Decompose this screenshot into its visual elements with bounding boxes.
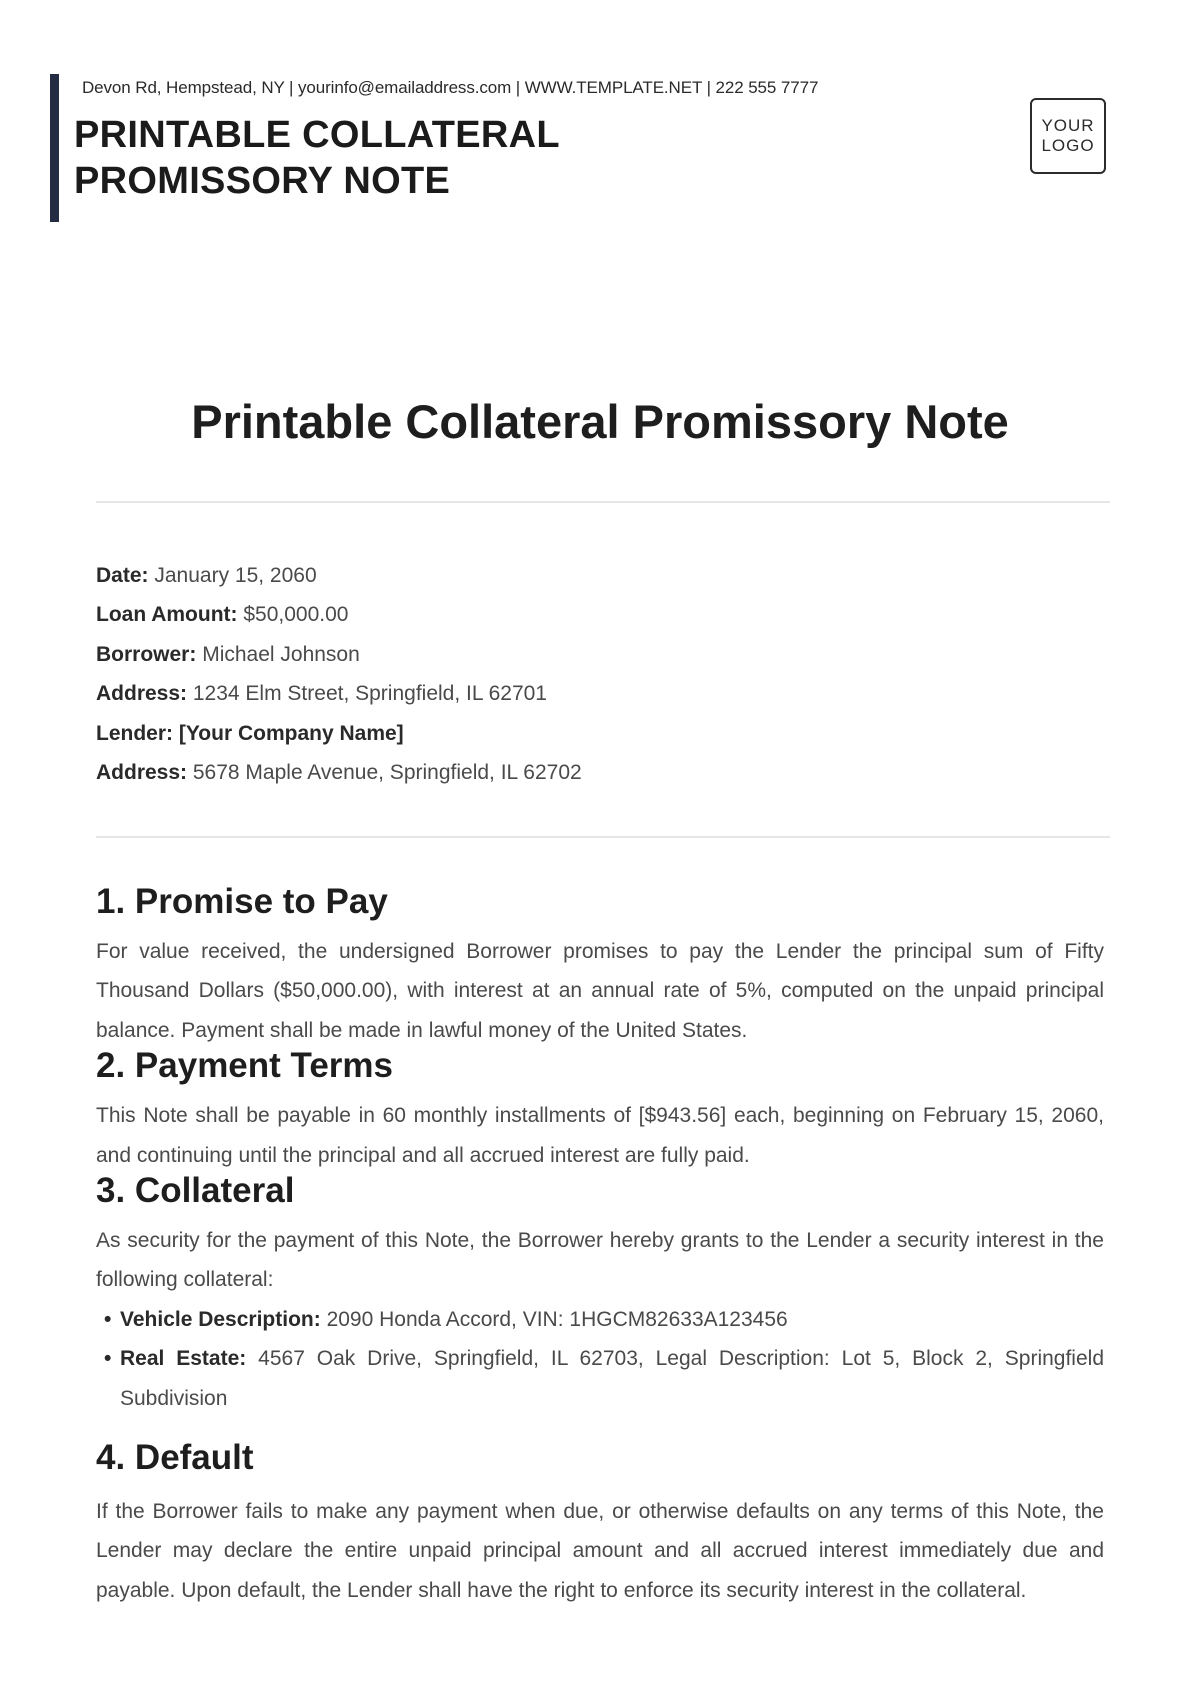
note-details <box>96 556 1110 792</box>
list-item <box>96 1300 1104 1339</box>
divider-top <box>96 501 1110 503</box>
vehicle-label: Vehicle Description: <box>120 1307 321 1331</box>
letterhead <box>50 74 1110 222</box>
logo-text-line1: YOUR <box>1041 116 1095 135</box>
borrower-address-value: 1234 Elm Street, Springfield, IL 62701 <box>192 682 547 706</box>
section-collateral-text: As security for the payment of this Note, the Borrower hereby grants to the Lender a security interest in the following collateral: <box>96 1229 1104 1292</box>
borrower-value: Michael Johnson <box>202 642 360 666</box>
accent-bar <box>50 74 59 222</box>
loan-amount-label: Loan Amount: <box>96 603 238 627</box>
lender-field <box>96 714 1110 753</box>
date-label: Date: <box>96 564 149 587</box>
real-estate-label: Real Estate: <box>120 1347 247 1371</box>
section-collateral-heading: 3. Collateral <box>96 1171 295 1211</box>
borrower-field <box>96 635 1110 674</box>
note-sections <box>96 880 1104 1610</box>
lender-address-field <box>96 753 1110 792</box>
bullet-marker: • <box>104 1307 112 1331</box>
section-payment-terms-heading: 2. Payment Terms <box>96 1046 393 1086</box>
section-promise-to-pay-text: For value received, the undersigned Borrower promises to pay the Lender the principal sum of Fifty Thousand Dollars ($50,000.00), with interest at an annual rate of 5%, computed on the unpaid principal balance. Payment shall be made in lawful money of the United States. <box>96 940 1104 1042</box>
divider-middle <box>96 836 1110 838</box>
logo-text-line2: LOGO <box>1041 136 1095 155</box>
real-estate-value: 4567 Oak Drive, Springfield, IL 62703, Legal Description: Lot 5, Block 2, Springfield Subdivision <box>120 1347 1104 1410</box>
document-title: Printable Collateral Promissory Note <box>191 395 1009 448</box>
loan-amount-field <box>96 595 1110 634</box>
section-default-text: If the Borrower fails to make any payment when due, or otherwise defaults on any terms of this Note, the Lender may declare the entire unpaid principal amount and all accrued interest immediately due and payable. Upon default, the Lender shall have the right to enforce its security interest in the collateral. <box>96 1500 1104 1602</box>
logo-placeholder <box>1030 98 1106 174</box>
date-field <box>96 556 1110 595</box>
collateral-list <box>96 1300 1104 1418</box>
bullet-marker: • <box>104 1347 112 1371</box>
section-default-heading: 4. Default <box>96 1438 254 1478</box>
lender-address-value: 5678 Maple Avenue, Springfield, IL 62702 <box>192 761 582 785</box>
borrower-address-label: Address: <box>96 682 188 706</box>
loan-amount-value: $50,000.00 <box>243 603 349 627</box>
date-value: January 15, 2060 <box>154 564 317 587</box>
letterhead-title-line2: PROMISSORY NOTE <box>74 160 451 202</box>
borrower-address-field <box>96 674 1110 713</box>
lender-label: Lender: <box>96 721 174 745</box>
vehicle-value: 2090 Honda Accord, VIN: 1HGCM82633A123456 <box>326 1307 788 1331</box>
letterhead-title <box>74 112 560 204</box>
list-item <box>96 1339 1104 1418</box>
section-payment-terms-text: This Note shall be payable in 60 monthly installments of [$943.56] each, beginning on February 15, 2060, and continuing until the principal and all accrued interest are fully paid. <box>96 1104 1104 1167</box>
borrower-label: Borrower: <box>96 642 197 666</box>
section-promise-to-pay-heading: 1. Promise to Pay <box>96 882 388 921</box>
letterhead-title-line1: PRINTABLE COLLATERAL <box>74 114 560 156</box>
contact-line: Devon Rd, Hempstead, NY | yourinfo@emailaddress.com | WWW.TEMPLATE.NET | 222 555 7777 <box>82 78 819 97</box>
lender-address-label: Address: <box>96 761 188 785</box>
lender-value: [Your Company Name] <box>178 721 404 745</box>
